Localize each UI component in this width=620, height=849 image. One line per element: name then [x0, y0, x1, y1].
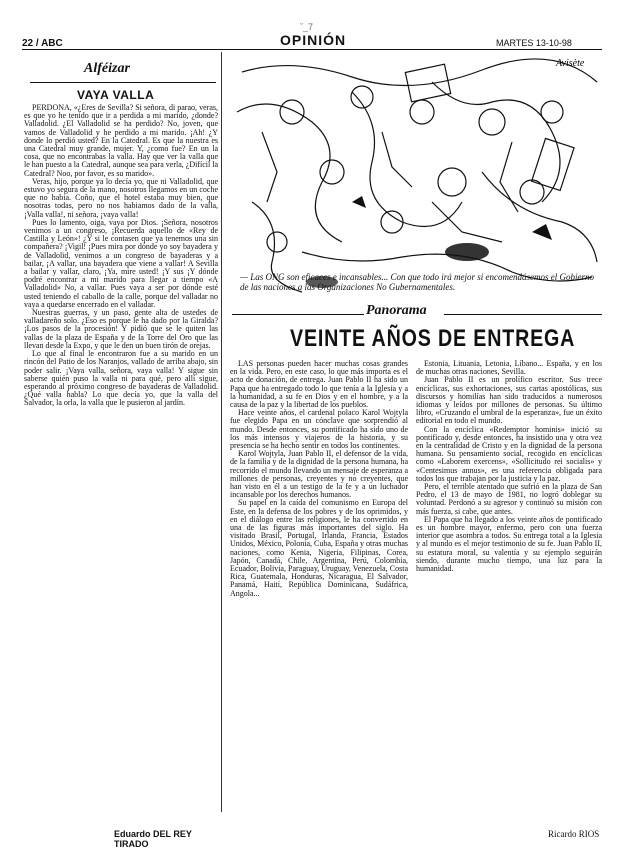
right-paragraph: Con la encíclica «Redemptor hominis» inició su pontificado y, desde entonces, ha insistido una y otra vez en la centralidad de Cristo y en la dignidad de la persona humana. Su pensamiento social, recogido en encíclicas como «Laborem exercens», «Sollicitudo rei socialis» y «Centesimus annus», es una referencia obligada para todos los que trabajan por la justicia y la paz.: [416, 424, 602, 483]
right-paragraph: Su papel en la caída del comunismo en Europa del Este, en la defensa de los pobres y de los oprimidos, y en el diálogo entre las religiones, le ha convertido en una de las figuras más importantes del siglo. Ha visitado Brasil, Portugal, Irlanda, Francia, Estados Unidos, México, Polonia, Cuba, España y otras muchas naciones, como Kenia, Nigeria, Filipinas, Corea, Japón, Canadá, Chile, Argentina, Perú, Colombia, Ecuador, Bolivia, Paraguay, Uruguay, Venezuela, Costa Rica, Guatemala, Honduras, Nicaragua, El Salvador, Panamá, Haití, República Dominicana, Sudáfrica, Angola...: [230, 498, 408, 598]
right-paragraph: Pero, el terrible atentado que sufrió en la plaza de San Pedro, el 13 de mayo de 1981, no logró doblegar su voluntad. Perdonó a su agresor y continuó su misión con más fuerza, si cabe, que antes.: [416, 482, 602, 516]
right-kicker: Panorama: [366, 303, 427, 318]
right-paragraph: Estonia, Lituania, Letonia, Líbano... España, y en los de muchas otras naciones, Sevilla.: [416, 360, 602, 377]
header-mark: ˇ_7: [300, 22, 314, 32]
left-kicker: Alféizar: [84, 61, 130, 76]
left-paragraph: PERDONA, «¿Eres de Sevilla? Si señora, di parao, veras, es que yo he tenido que ir a perdida a mi marido, ¿donde? Valladolid. ¿El Valladolid se ha perdido? No, joven, que vamos de Valladolid y he perdido a mi marido. ¡Ah! ¿Y donde lo perdió usted? En la Catedral. Es que la nuestra es una Catedral muy grande, mujer. Y, ¿como fue? En un la cosa, que no encontrabas la valla. Hay que ver la valla que le han puesto a la Catedral, aunque sea para verla, ¿Difícil la Catedral? Noo, por favor, es su marido».: [24, 104, 218, 178]
left-article-body: [24, 104, 218, 824]
right-article-column-1: [230, 360, 408, 808]
cartoonist-signature: Avisète: [556, 58, 585, 69]
page-header: [0, 22, 620, 49]
left-column-article: [22, 50, 218, 849]
left-author-signature: Eduardo DEL REY TIRADO: [114, 829, 192, 849]
right-article-column-2: [416, 360, 602, 808]
right-author-signature: Ricardo RIOS: [548, 829, 600, 839]
right-headline: VEINTE AÑOS DE ENTREGA: [290, 325, 576, 352]
page-number: 22 / ABC: [22, 38, 63, 49]
left-headline: VAYA VALLA: [77, 88, 155, 102]
issue-date: MARTES 13-10-98: [496, 38, 572, 48]
section-title: OPINIÓN: [280, 32, 347, 48]
panorama-rule-right: [444, 314, 602, 315]
column-divider: [221, 52, 222, 812]
left-paragraph: Veras, hijo, porque ya lo decía yo, que ni Valladolid, que estuvo yo segura de la mano, nosotros llegamos en un coche que no habia. Coño, que el hotel estaba muy bien, que nosotras todas, pero no nos habiamos dado de la valla, ¡Valla valla!, ni señora, ¡vaya valla!: [24, 176, 218, 219]
right-paragraph: Hace veinte años, el cardenal polaco Karol Wojtyla fue elegido Papa en un cónclave que sorprendió al mundo. Desde entonces, su pontificado ha sido uno de los más intensos y viajeros de la historia, y su presencia se ha hecho sentir en todos los continentes.: [230, 408, 408, 451]
left-paragraph: Pues lo lamento, oiga, vaya por Dios. ¡Señora, nosotros venimos a un congreso, ¡Recuerda aquello de «Rey de Castilla y León»! ¿Y si le contasen que ya tenemos una sin compañera? ¡Vigil! ¡Pues mira por dónde yo soy bayadera y de Valladolid, venimos a un congreso de bayaderas y a bailar, ¡A vallar, una bayadera que viene a vallar! A Sevilla a bailar y vallar, claro, ¡Ya, mire usted! ¡Y sus ¡Y dónde podré encontrar a mi marido para llegar a tiempo «A Valladolid» No, a vallar. Pues vaya a ser por dónde esté usted teniendo el caballo de la calle, porque del valladar no vaya a quedarse encerrado en el valladar.: [24, 217, 218, 309]
right-paragraph: El Papa que ha llegado a los veinte años de pontificado es un hombre mayor, enfermo, pero con una fuerza interior que asombra a todos. Su entrega total a la Iglesia y al mundo es el mejor testimonio de su fe. Juan Pablo II, su estatura moral, su valentía y su ejemplo seguirán siendo, durante mucho tiempo, una luz para la humanidad.: [416, 514, 602, 574]
right-paragraph: LAS personas pueden hacer muchas cosas grandes en la vida. Pero, en este caso, lo que más importa es el acto de donación, de entrega. Juan Pablo II ha sido un Papa que ha entregado todo lo que tenía a la Iglesia y a la humanidad, a su fe en Dios y en el hombre, y a la causa de la paz y la libertad de los pueblos.: [230, 360, 408, 410]
right-paragraph: Karol Wojtyla, Juan Pablo II, el defensor de la vida, de la familia y de la dignidad de la persona humana, ha recorrido el mundo llevando un mensaje de esperanza a millones de personas, creyentes y no creyentes, que han visto en él a un testigo de la fe y a un luchador incansable por los derechos humanos.: [230, 449, 408, 500]
left-paragraph: Nuestras guerras, y un paso, gente alta de ustedes de valladareño solo. ¿Eso es porque le ha dado por la Giralda? ¡Los pasos de la procesión! Y pidió que se le quiten las vallas de la plaza de España y de la Torre del Oro que las llevan desde la Expo, y que le den un buen tirón de orejas.: [24, 308, 218, 350]
cartoon-caption: — Las ONG son eficaces e incansables... Con que todo irá mejor si encomendásemos el Gobierno de las naciones a las Organizaciones No Gubernamentales.: [240, 272, 594, 292]
kicker-rule: [30, 82, 216, 83]
right-paragraph: Juan Pablo II es un prolífico escritor. Sus trece encíclicas, sus exhortaciones, sus cartas apostólicas, sus discursos y homilías han sido traducidos a numerosos idiomas y leídos por millones de personas. Su último libro, «Cruzando el umbral de la esperanza», fue un éxito editorial en todo el mundo.: [416, 375, 602, 426]
left-paragraph: Lo que al final le encontraron fue a su marido en un rincón del Patio de los Naranjos, vallado de arriba abajo, sin poder salir. ¡Vaya valla, señora, vaya valla! Y sigue sin saberse quién puso la valla ni para qué, pero allí sigue, esperando al próximo congreso de bayaderas de Valladolid. ¿Qué valla habla? Lo que decía yo, que la valla del Salvador, la orla, la valla que le pusieron al jardín.: [24, 349, 218, 408]
panorama-rule-left: [232, 314, 364, 315]
